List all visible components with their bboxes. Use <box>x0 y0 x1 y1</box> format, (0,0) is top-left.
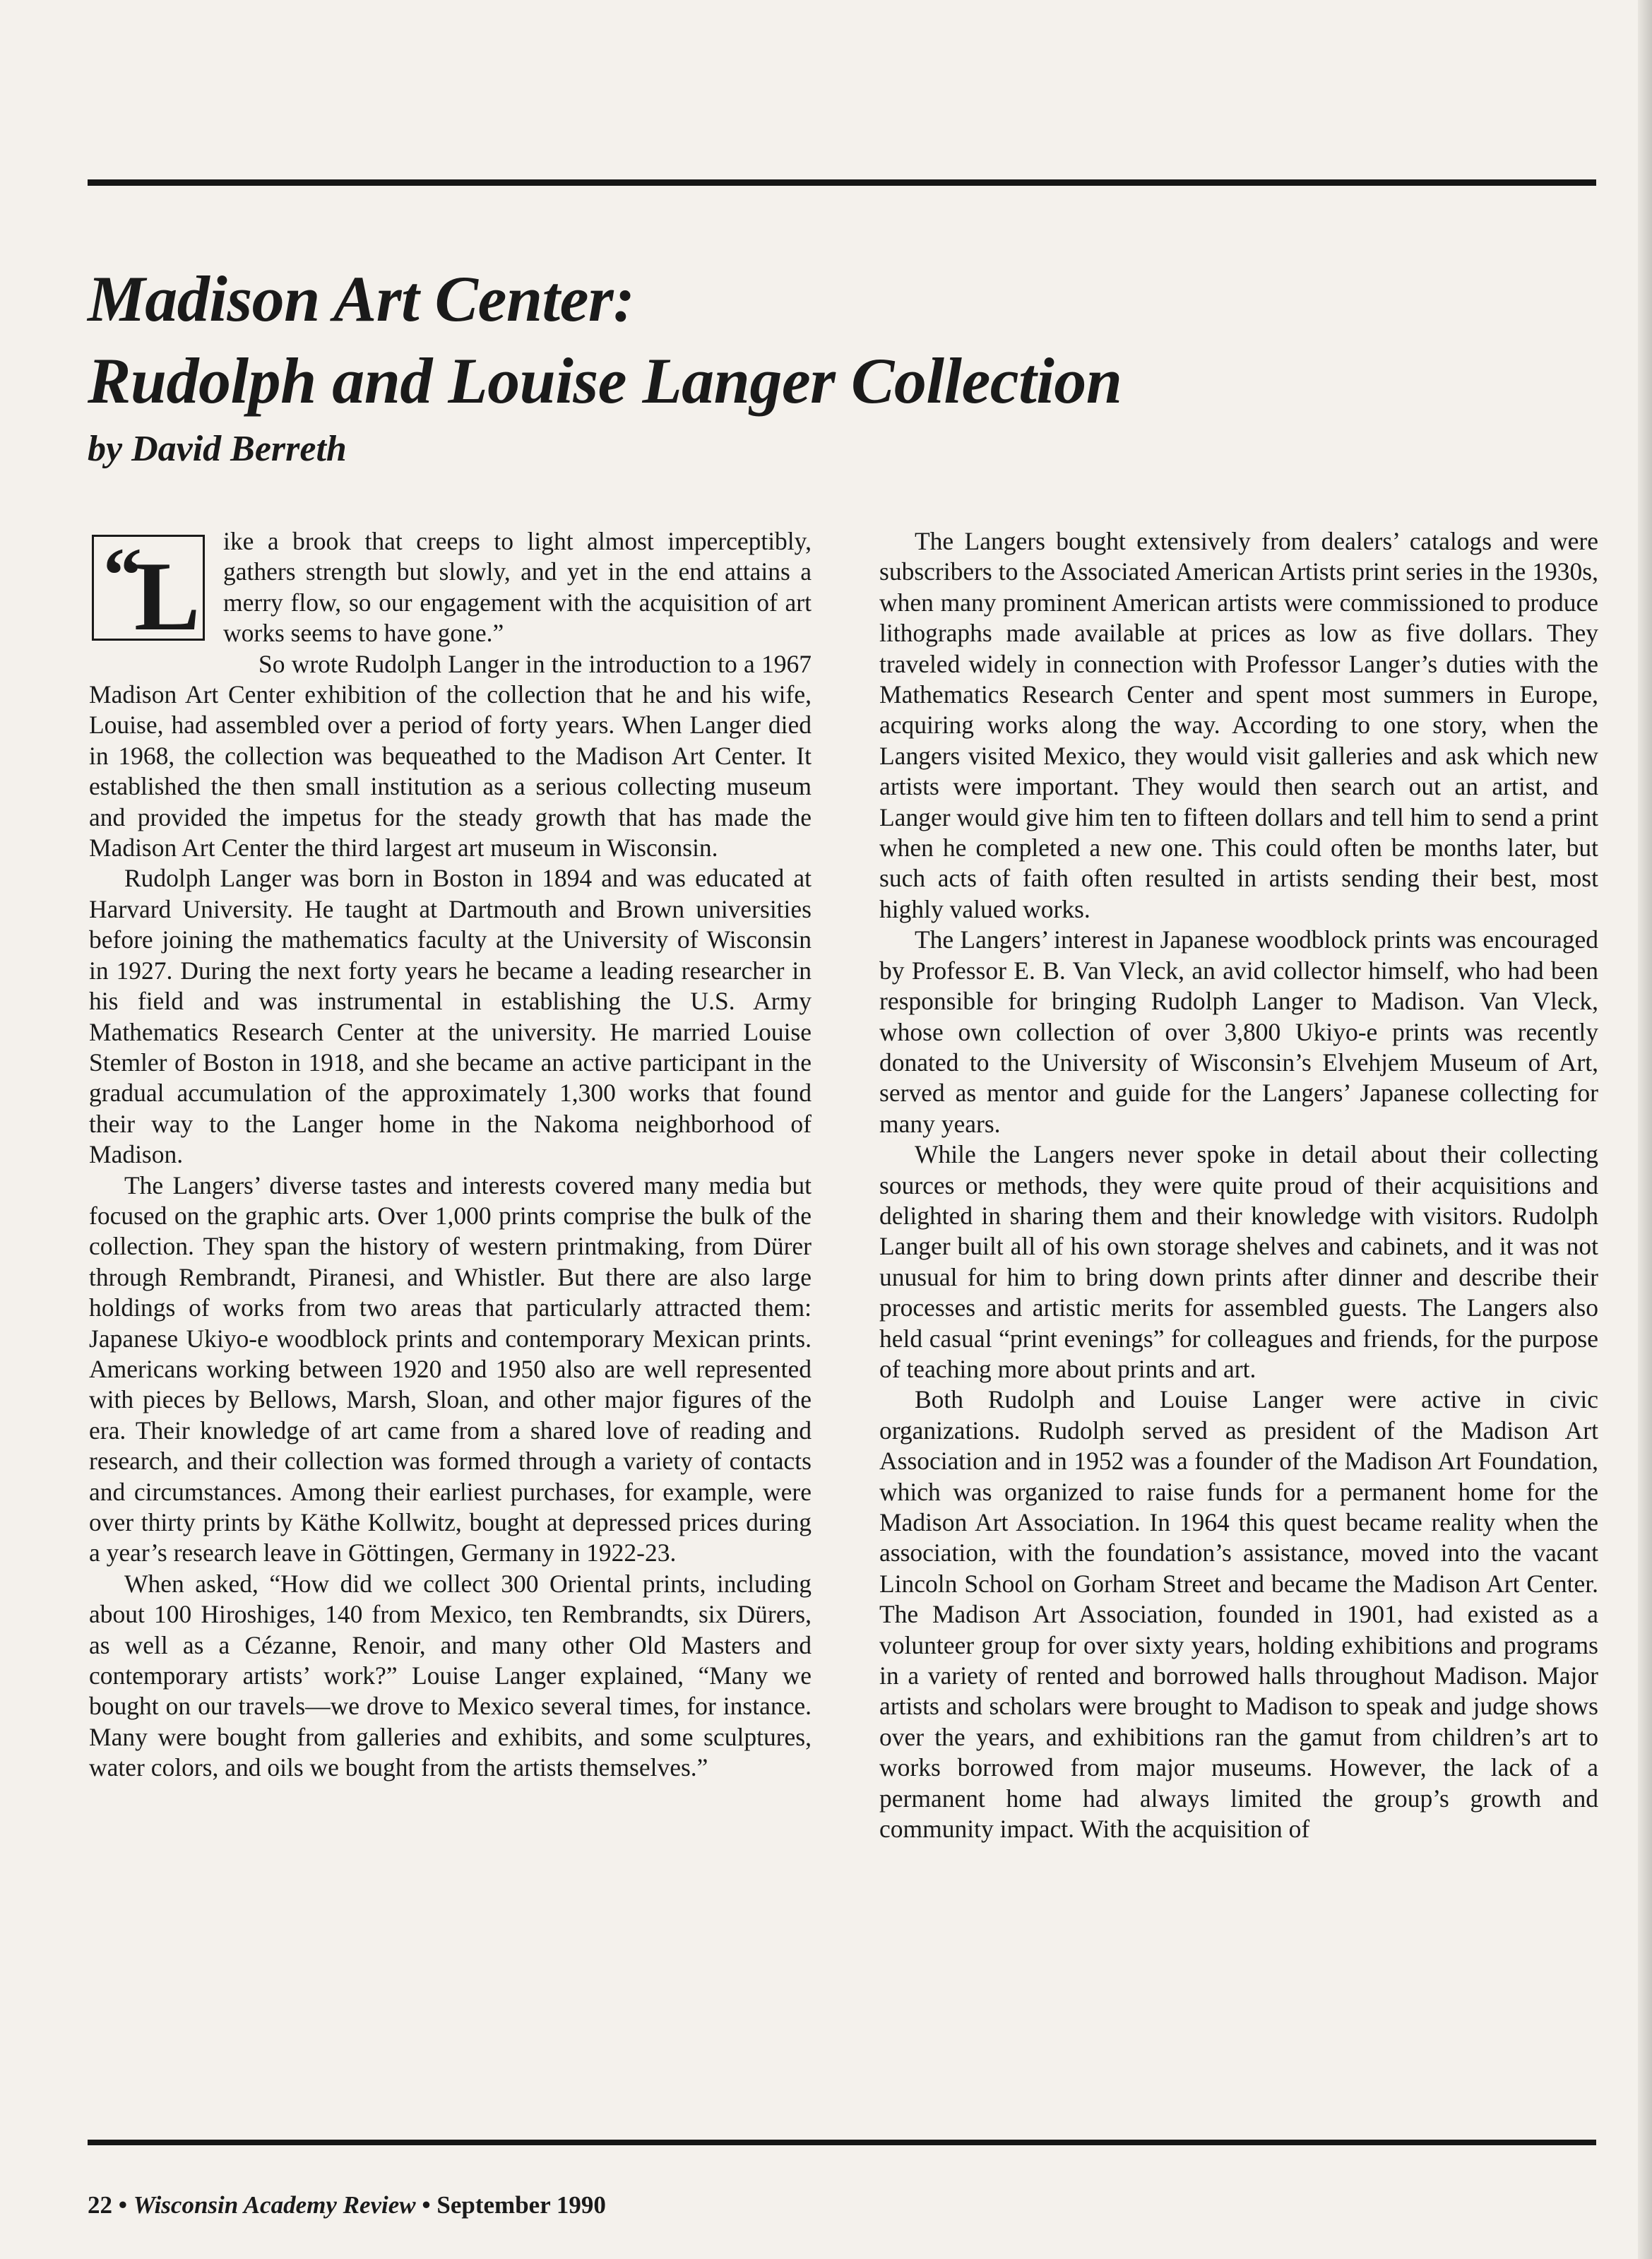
paragraph: The Langers’ interest in Japanese woodblock prints was encouraged by Professor E. B. Van Vleck, an avid collector himself, who had been responsible for bringing Rudolph Langer to Madison. Van Vleck, whose own collection of over 3,800 Ukiyo-e prints was recently donated to the University of Wisconsin’s Elvehjem Museum of Art, served as mentor and guide for the Langers’ Japanese collecting for many years. <box>879 925 1598 1138</box>
paragraph: While the Langers never spoke in detail about their collecting sources or methods, they were quite proud of their acquisitions and delighted in sharing them and their knowledge with visitors. Rudolph Langer built all of his own storage shelves and cabinets, and it was not unusual for him to bring down prints after dinner and describe their processes and artistic merits for assembled guests. The Langers also held casual “print evenings” for colleagues and friends, for the purpose of teaching more about prints and art. <box>879 1140 1598 1383</box>
issue-date: September 1990 <box>436 2191 606 2219</box>
bottom-rule <box>88 2140 1596 2145</box>
article-title-line-2: Rudolph and Louise Langer Collection <box>88 345 1122 417</box>
byline: by David Berreth <box>88 429 347 469</box>
paragraph: The Langers bought extensively from dealers’ catalogs and were subscribers to the Associated American Artists print series in the 1930s, when many prominent American artists were commissioned to produce lithographs made available at prices as low as five dollars. They traveled widely in connection with Professor Langer’s duties with the Mathematics Research Center and spent most summers in Europe, acquiring works along the way. According to one story, when the Langers visited Mexico, they would visit galleries and ask which new artists were important. They would then search out an artist, and Langer would give him ten to fifteen dollars and tell him to send a print when he completed a new one. This could often be months later, but such acts of faith often resulted in artists sending their best, most highly valued works. <box>879 527 1598 923</box>
paragraph: The Langers’ diverse tastes and interests covered many media but focused on the graphic arts. Over 1,000 prints comprise the bulk of the collection. They span the history of western printmaking, from Dürer through Rembrandt, Piranesi, and Whistler. But there are also large holdings of works from two areas that particularly attracted them: Japanese Ukiyo-e woodblock prints and contemporary Mexican prints. Americans working between 1920 and 1950 also are well represented with pieces by Bellows, Marsh, Sloan, and other major figures of the era. Their knowledge of art came from a shared love of reading and research, and their collection was formed through a variety of contacts and circumstances. Among their earliest purchases, for example, were over thirty prints by Käthe Kollwitz, bought at depressed prices during a year’s research leave in Göttingen, Germany in 1922-23. <box>89 1170 812 1567</box>
article-title-line-1: Madison Art Center: <box>88 263 635 335</box>
drop-cap-letter: L <box>134 542 201 651</box>
page-footer <box>88 2190 606 2221</box>
publication-name: Wisconsin Academy Review <box>133 2191 416 2219</box>
paragraph: When asked, “How did we collect 300 Oriental prints, including about 100 Hiroshiges, 140 from Mexico, ten Rembrandts, six Dürers, as well as a Cézanne, Renoir, and many other Old Masters and contemporary artists’ work?” Louise Langer explained, “Many we bought on our travels—we drove to Mexico several times, for instance. Many were bought from galleries and exhibits, and some sculptures, water colors, and oils we bought from the artists themselves.” <box>89 1569 812 1782</box>
paragraph: ike a brook that creeps to light almost imperceptibly, gathers strength but slowly, and yet in the end attains a merry flow, so our engagement with the acquisition of art works seems to have gone.” <box>223 527 812 648</box>
paragraph: Both Rudolph and Louise Langer were active in civic organizations. Rudolph served as president of the Madison Art Association and in 1952 was a founder of the Madison Art Foundation, which was organized to raise funds for a permanent home for the Madison Art Association. In 1964 this quest became reality when the association, with the foundation’s assistance, moved into the vacant Lincoln School on Gorham Street and became the Madison Art Center. The Madison Art Association, founded in 1901, had existed as a volunteer group for over sixty years, holding exhibitions and programs in a variety of rented and borrowed halls throughout Madison. Major artists and scholars were brought to Madison to speak and judge shows over the years, and exhibitions ran the gamut from children’s art to works borrowed from major museums. However, the lack of a permanent home had always limited the group’s growth and community impact. With the acquisition of <box>879 1385 1598 1844</box>
left-column <box>89 526 812 1784</box>
page-number: 22 <box>88 2191 112 2219</box>
paragraph: Rudolph Langer was born in Boston in 1894 and was educated at Harvard University. He taught at Dartmouth and Brown universities before joining the mathematics faculty at the University of Wisconsin in 1927. During the next forty years he became a leading researcher in his field and was instrumental in establishing the U.S. Army Mathematics Research Center at the university. He married Louise Stemler of Boston in 1918, and she became an active participant in the gradual accumulation of the approximately 1,300 works that found their way to the Langer home in the Nakoma neighborhood of Madison. <box>89 864 812 1169</box>
paragraph: So wrote Rudolph Langer in the introduction to a 1967 Madison Art Center exhibition of the collection that he and his wife, Louise, had assembled over a period of forty years. When Langer died in 1968, the collection was bequeathed to the Madison Art Center. It established the then small institution as a serious collecting museum and provided the impetus for the steady growth that has made the Madison Art Center the third largest art museum in Wisconsin. <box>89 649 812 862</box>
footer-separator: • <box>422 2191 431 2219</box>
page-edge-shadow <box>1638 0 1652 2259</box>
right-column <box>879 526 1598 1844</box>
footer-separator: • <box>118 2191 128 2219</box>
drop-cap-quote: “ <box>103 532 142 618</box>
drop-cap <box>89 532 215 652</box>
article-header <box>88 258 1430 473</box>
top-rule <box>88 179 1596 186</box>
